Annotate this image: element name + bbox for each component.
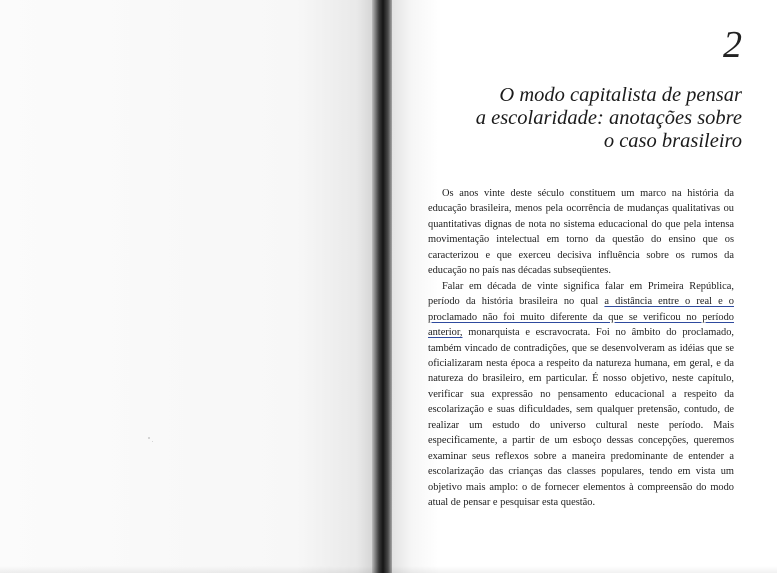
underlined-passage: a distância entre o real e o proclamado não foi muito diferente da que se verificou no período anterior, <box>428 296 734 339</box>
paragraph-1 <box>428 186 734 279</box>
chapter-title-line: a escolaridade: anotações sobre <box>475 107 742 129</box>
paper-speck <box>148 437 150 439</box>
paper-speck <box>152 441 153 442</box>
body-text <box>428 186 734 511</box>
paragraph-text: monarquista e escravocrata. Foi no âmbito do proclamado, também vincado de contradições, que se desenvolveram as idéias que se oficializaram nesta época a respeito da natureza humana, em geral, e da natureza do brasileiro, em particular. É nosso objetivo, neste capítulo, verificar sua expressão no pensamento educacional a respeito da escolarização e suas dificuldades, sem qualquer pretensão, contudo, de realizar um estudo do universo cultural neste período. Mais especificamente, a partir de um esboço dessas concepções, queremos examinar seus reflexos sobre a maneira predominante de entender a escolarização das crianças das classes populares, tendo em vista um objetivo mais amplo: o de fornecer elementos à compreensão do modo atual de pensar e pesquisar esta questão. <box>428 327 734 509</box>
page-bottom-shadow <box>0 566 777 573</box>
paragraph-text: Falar em década de vinte significa falar em Primeira República, período da história brasileira no qual <box>428 280 734 308</box>
chapter-title-line: O modo capitalista de pensar <box>499 84 742 106</box>
paragraph-text: Os anos vinte deste século constituem um marco na história da educação brasileira, menos pela ocorrência de mudanças qualitativas ou quantitativas dignas de nota no sistema educacional do que pela intensa movimentação intelectual em torno da questão do ensino que os caracterizou e que exerceu decisiva influência sobre os rumos da educação no país nas décadas subseqüentes. <box>428 188 734 277</box>
paragraph-2 <box>428 279 734 511</box>
left-page-blank <box>0 0 372 573</box>
chapter-title <box>432 84 742 153</box>
chapter-number: 2 <box>723 24 742 66</box>
book-gutter <box>372 0 392 573</box>
chapter-title-line: o caso brasileiro <box>603 130 742 152</box>
